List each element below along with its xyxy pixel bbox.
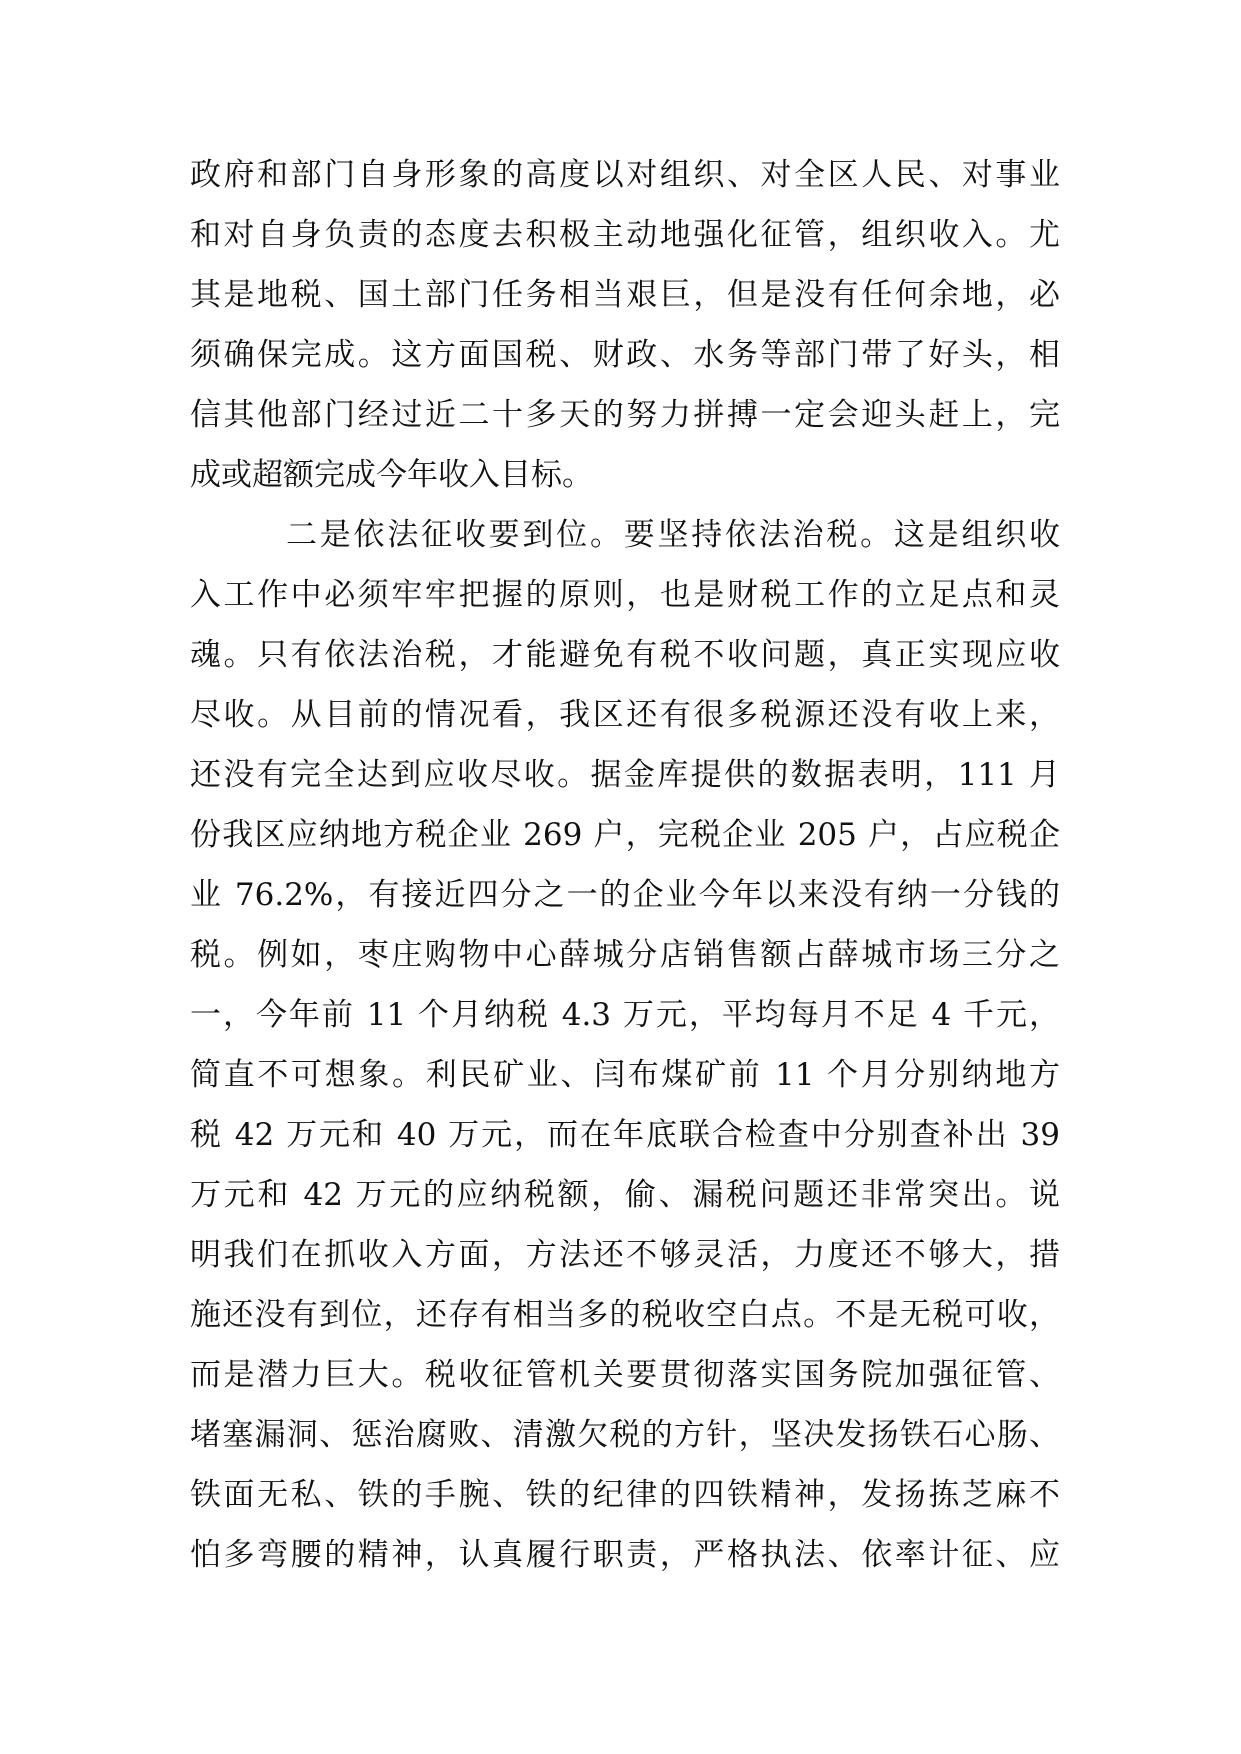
text-line: 万元和 42 万元的应纳税额，偷、漏税问题还非常突出。说: [190, 1177, 1060, 1213]
text-line: 还没有完全达到应收尽收。据金库提供的数据表明，111 月: [190, 757, 1060, 793]
text-line: 政府和部门自身形象的高度以对组织、对全区人民、对事业: [190, 157, 1060, 193]
text-line: 成或超额完成今年收入目标。: [190, 457, 593, 493]
text-line: 一，今年前 11 个月纳税 4.3 万元，平均每月不足 4 千元，: [190, 997, 1060, 1033]
text-line: 施还没有到位，还存有相当多的税收空白点。不是无税可收，: [190, 1297, 1060, 1333]
text-line: 铁面无私、铁的手腕、铁的纪律的四铁精神，发扬拣芝麻不: [190, 1477, 1060, 1513]
text-line: 而是潜力巨大。税收征管机关要贯彻落实国务院加强征管、: [190, 1357, 1060, 1393]
text-line: 税。例如，枣庄购物中心薛城分店销售额占薛城市场三分之: [190, 937, 1060, 973]
text-line: 明我们在抓收入方面，方法还不够灵活，力度还不够大，措: [190, 1237, 1060, 1273]
text-line: 税 42 万元和 40 万元，而在年底联合检查中分别查补出 39: [190, 1117, 1060, 1153]
text-line: 简直不可想象。利民矿业、闫布煤矿前 11 个月分别纳地方: [190, 1057, 1060, 1093]
text-line: 须确保完成。这方面国税、财政、水务等部门带了好头，相: [190, 337, 1060, 373]
text-line: 尽收。从目前的情况看，我区还有很多税源还没有收上来，: [190, 697, 1060, 733]
text-line: 份我区应纳地方税企业 269 户，完税企业 205 户，占应税企: [190, 817, 1060, 853]
text-line: 业 76.2%，有接近四分之一的企业今年以来没有纳一分钱的: [190, 877, 1060, 913]
paragraph-start-line: 二是依法征收要到位。要坚持依法治税。这是组织收: [286, 517, 1060, 553]
text-line: 信其他部门经过近二十多天的努力拼搏一定会迎头赶上，完: [190, 397, 1060, 433]
text-line: 其是地税、国土部门任务相当艰巨，但是没有任何余地，必: [190, 277, 1060, 313]
text-line: 魂。只有依法治税，才能避免有税不收问题，真正实现应收: [190, 637, 1060, 673]
text-line: 入工作中必须牢牢把握的原则，也是财税工作的立足点和灵: [190, 577, 1060, 613]
text-line: 和对自身负责的态度去积极主动地强化征管，组织收入。尤: [190, 217, 1060, 253]
text-line: 怕多弯腰的精神，认真履行职责，严格执法、依率计征、应: [190, 1537, 1060, 1573]
text-line: 堵塞漏洞、惩治腐败、清激欠税的方针，坚决发扬铁石心肠、: [190, 1417, 1060, 1453]
body-text: [190, 145, 1060, 1585]
